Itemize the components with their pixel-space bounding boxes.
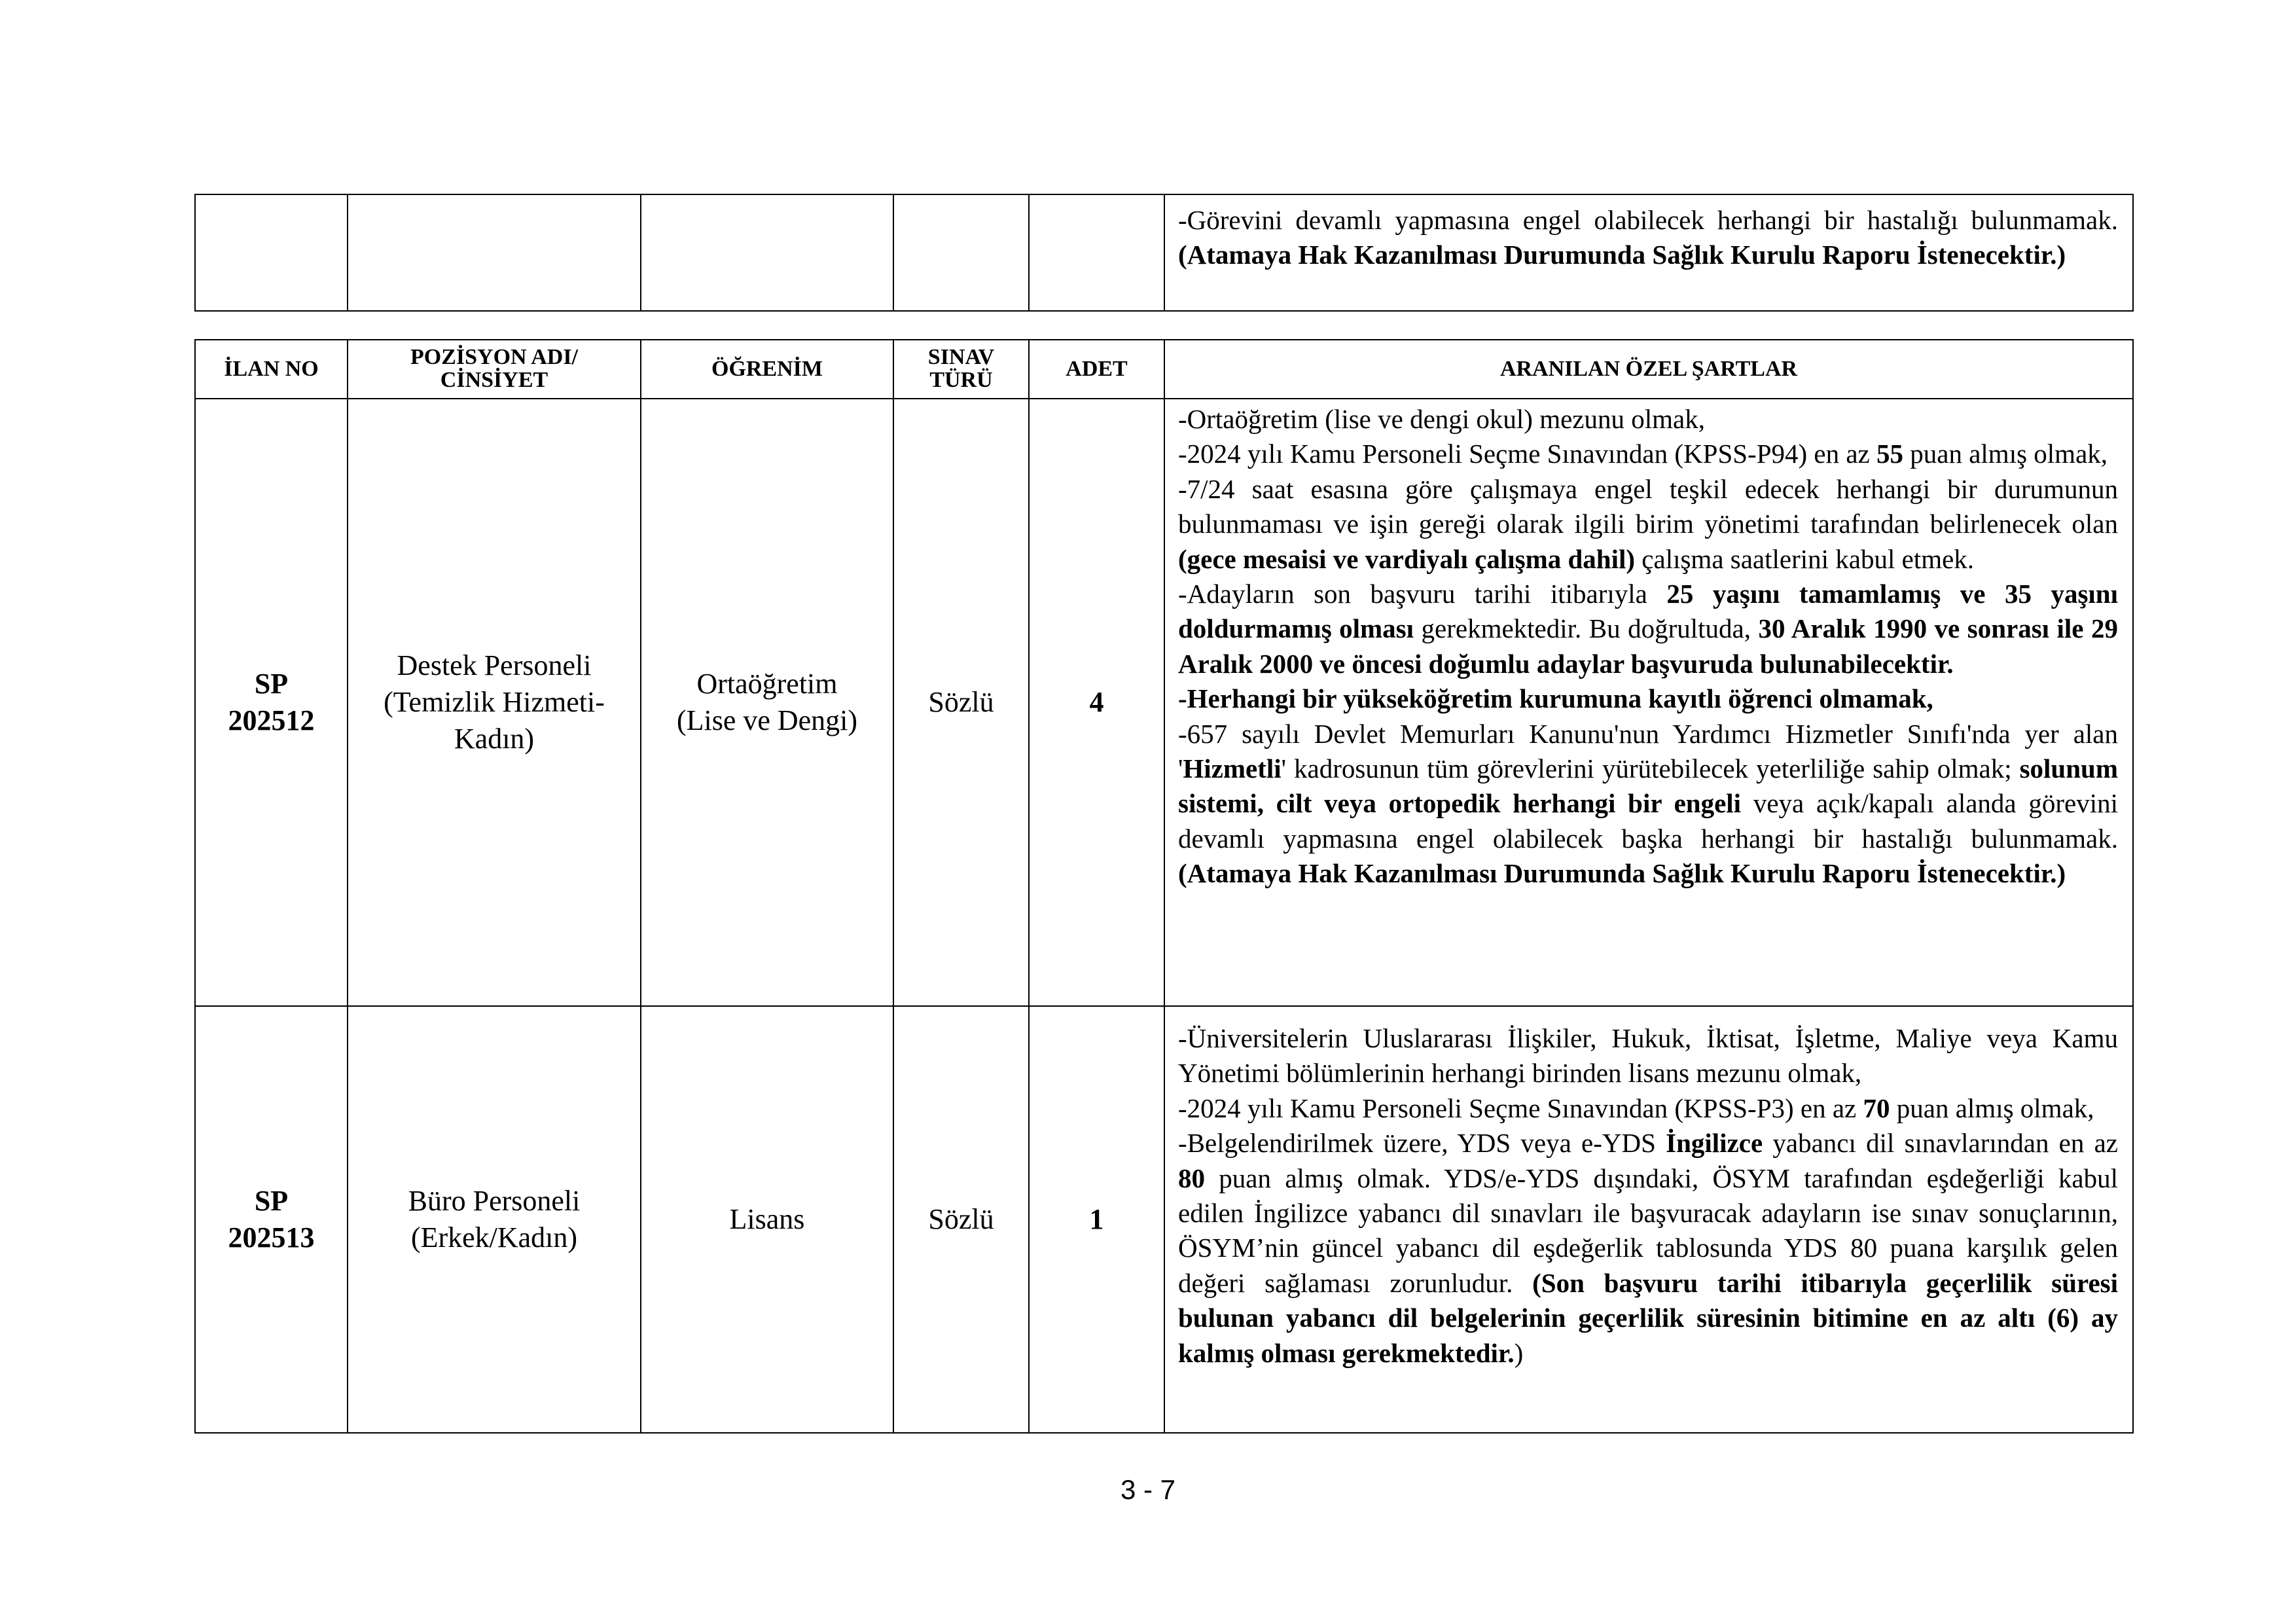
text-run: veya açık/kapalı alanda görevini devamlı yapmasına engel olabilecek başka herhangi bir hastalığı bulunmamak. (1178, 788, 2118, 854)
text-run: -Adayların son başvuru tarihi itibarıyla (1178, 579, 1667, 609)
text-run: Ortaöğretim (696, 668, 838, 700)
requirement-paragraph (1178, 437, 2118, 471)
text-run: SP (254, 1185, 289, 1218)
adet-cell (1029, 399, 1164, 1006)
text-run: çalışma saatlerini kabul etmek. (1635, 543, 1975, 574)
header-sinav-turu (893, 340, 1029, 399)
sinav-turu-cell (893, 399, 1029, 1006)
text-run: (Temizlik Hizmeti- (384, 686, 605, 719)
text-run: gerekmektedir. Bu doğrultuda, (1414, 613, 1759, 644)
header-row (195, 340, 2133, 399)
empty-cell (893, 194, 1029, 311)
header-ogrenim (641, 340, 893, 399)
bold-text-run: -Herhangi bir yükseköğretim kurumuna kayıtlı öğrenci olmamak, (1178, 683, 1933, 714)
continuation-table (194, 194, 2134, 312)
requirements-cell (1164, 399, 2133, 1006)
text-run: Sözlü (928, 1203, 994, 1236)
text-run: ) (1514, 1337, 1524, 1368)
bold-text-run: İngilizce (1666, 1128, 1763, 1159)
text-run: Lisans (729, 1203, 805, 1236)
page-number: 3 - 7 (1120, 1474, 1176, 1505)
requirement-paragraph (1178, 402, 2118, 437)
text-run: CİNSİYET (440, 368, 548, 392)
bold-text-run: (Atamaya Hak Kazanılması Durumunda Sağlık Kurulu Raporu İstenecektir.) (1178, 858, 2066, 889)
text-run: yabancı dil sınavlarından en az (1763, 1128, 2118, 1159)
text-run: -2024 yılı Kamu Personeli Seçme Sınavından (KPSS-P94) en az (1178, 439, 1877, 469)
text-run: İLAN NO (224, 356, 319, 381)
text-run: puan almış olmak, (1903, 439, 2108, 469)
text-run: ADET (1066, 356, 1128, 381)
table-row (195, 399, 2133, 1006)
requirement-paragraph (1178, 717, 2118, 892)
continuation-paragraph (1178, 203, 2118, 273)
empty-cell (641, 194, 893, 311)
text-run: -Görevini devamlı yapmasına engel olabilecek herhangi bir hastalığı bulunmamak. (1178, 205, 2118, 235)
header-sartlar (1164, 340, 2133, 399)
header-adet (1029, 340, 1164, 399)
requirement-paragraph (1178, 577, 2118, 681)
text-run: puan almış olmak. YDS/e-YDS dışındaki, ÖSYM tarafından eşdeğerliği kabul edilen İngilizce yabancı dil sınavları ile başvuracak adayların ise sınav sonuçlarının, ÖSYM’nin güncel yabancı dil eşdeğerlik tablosunda YDS 80 puana karşılık gelen değeri sağlaması zorunludur. (1178, 1163, 2118, 1298)
continuation-requirements (1164, 194, 2133, 311)
text-run: Sözlü (928, 686, 994, 719)
ogrenim-cell (641, 1006, 893, 1433)
header-pozisyon (348, 340, 641, 399)
text-run: -Ortaöğretim (lise ve dengi okul) mezunu olmak, (1178, 404, 1705, 434)
text-run: 1 (1089, 1203, 1104, 1236)
text-run: 202512 (228, 704, 315, 736)
text-run: Destek Personeli (397, 649, 592, 682)
text-run: puan almış olmak, (1890, 1092, 2094, 1123)
text-run: (Erkek/Kadın) (410, 1221, 578, 1254)
adet-cell (1029, 1006, 1164, 1433)
table-row (195, 1006, 2133, 1433)
bold-text-run: (gece mesaisi ve vardiyalı çalışma dahil) (1178, 543, 1636, 574)
text-run: (Lise ve Dengi) (676, 704, 858, 736)
ilan-no-cell (195, 399, 348, 1006)
bold-text-run: 25 yaşını tamamlamış ve 35 yaşını doldurmamış olması (1178, 579, 2118, 644)
text-run: -2024 yılı Kamu Personeli Seçme Sınavından (KPSS-P3) en az (1178, 1092, 1863, 1123)
ilan-no-cell (195, 1006, 348, 1433)
text-run: SP (254, 668, 289, 700)
text-run: TÜRÜ (929, 368, 993, 392)
continuation-row (195, 194, 2133, 311)
pozisyon-cell (348, 1006, 641, 1433)
bold-text-run: (Son başvuru tarihi itibarıyla geçerlilik süresi bulunan yabancı dil belgelerinin geçerlilik süresinin bitimine en az altı (6) ay kalmış olması gerekmektedir. (1178, 1267, 2118, 1368)
text-run: 4 (1089, 686, 1104, 719)
text-run: ' kadrosunun tüm görevlerini yürütebilecek yeterliliğe sahip olmak; (1281, 753, 2020, 784)
empty-cell (195, 194, 348, 311)
requirement-paragraph (1178, 681, 2118, 716)
text-run: SINAV (927, 345, 995, 370)
bold-text-run: (Atamaya Hak Kazanılması Durumunda Sağlık Kurulu Raporu İstenecektir.) (1178, 240, 2066, 270)
text-run: Büro Personeli (408, 1185, 581, 1218)
requirements-cell (1164, 1006, 2133, 1433)
ogrenim-cell (641, 399, 893, 1006)
bold-text-run: 30 Aralık 1990 ve sonrası ile 29 Aralık 2000 ve öncesi doğumlu adaylar başvuruda bulunabilecektir. (1178, 613, 2118, 679)
text-run: Kadın) (454, 722, 535, 755)
header-ilan-no (195, 340, 348, 399)
empty-cell (348, 194, 641, 311)
pozisyon-cell (348, 399, 641, 1006)
bold-text-run: 70 (1863, 1092, 1890, 1123)
text-run: 202513 (228, 1221, 315, 1254)
bold-text-run: Hizmetli (1183, 753, 1282, 784)
text-run: -Belgelendirilmek üzere, YDS veya e-YDS (1178, 1128, 1666, 1159)
text-run: POZİSYON ADI/ (410, 345, 578, 370)
bold-text-run: 80 (1178, 1163, 1205, 1193)
requirement-paragraph (1178, 1021, 2118, 1091)
requirement-paragraph (1178, 1091, 2118, 1126)
text-run: ÖĞRENİM (711, 356, 823, 381)
text-run: ARANILAN ÖZEL ŞARTLAR (1499, 356, 1798, 381)
requirement-paragraph (1178, 1126, 2118, 1371)
positions-table (194, 339, 2134, 1434)
bold-text-run: 55 (1876, 439, 1904, 469)
text-run: -Üniversitelerin Uluslararası İlişkiler, Hukuk, İktisat, İşletme, Maliye veya Kamu Yönetimi bölümlerinin herhangi birinden lisans mezunu olmak, (1178, 1023, 2118, 1089)
sinav-turu-cell (893, 1006, 1029, 1433)
bold-text-run: solunum sistemi, cilt veya ortopedik herhangi bir engeli (1178, 753, 2118, 819)
text-run: -7/24 saat esasına göre çalışmaya engel teşkil edecek herhangi bir durumunun bulunmaması ve işin gereği olarak ilgili birim yönetimi tarafından belirlenecek olan (1178, 473, 2118, 539)
requirement-paragraph (1178, 472, 2118, 577)
text-run: -657 sayılı Devlet Memurları Kanunu'nun Yardımcı Hizmetler Sınıfı'nda yer alan ' (1178, 718, 2118, 784)
empty-cell (1029, 194, 1164, 311)
